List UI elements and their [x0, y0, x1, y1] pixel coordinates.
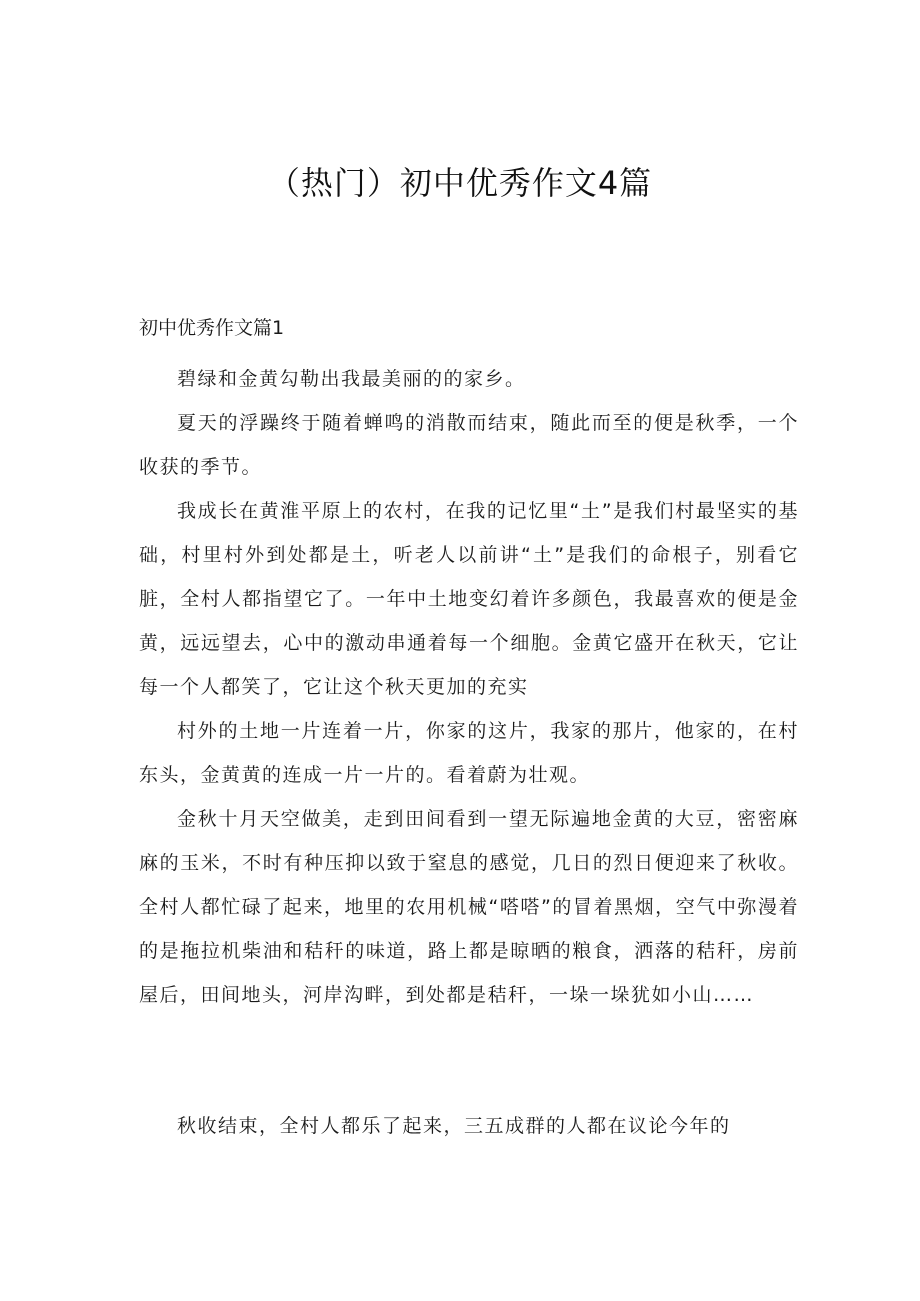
paragraph: 碧绿和金黄勾勒出我最美丽的的家乡。: [177, 368, 526, 390]
paragraph: 村外的土地一片连着一片，你家的这片，我家的那片，他家的，在村东头，金黄黄的连成一片一片的。看着蔚为壮观。: [139, 720, 799, 786]
document-title: （热门）初中优秀作文4篇: [267, 164, 653, 202]
paragraph-block-1: [139, 357, 799, 1017]
paragraph: 夏天的浮躁终于随着蝉鸣的消散而结束，随此而至的便是秋季，一个收获的季节。: [139, 412, 799, 478]
paragraph: 金秋十月天空做美，走到田间看到一望无际遍地金黄的大豆，密密麻麻的玉米，不时有种压抑以致于窒息的感觉，几日的烈日便迎来了秋收。全村人都忙碌了起来，地里的农用机械“嗒嗒”的冒着黑烟，空气中弥漫着的是拖拉机柴油和秸秆的味道，路上都是晾晒的粮食，洒落的秸秆，房前屋后，田间地头，河岸沟畔，到处都是秸秆，一垛一垛犹如小山……: [139, 808, 799, 1006]
paragraph-block-2: [139, 1104, 799, 1148]
paragraph: 秋收结束，全村人都乐了起来，三五成群的人都在议论今年的: [177, 1115, 731, 1137]
paragraph: 我成长在黄淮平原上的农村，在我的记忆里“土”是我们村最坚实的基础，村里村外到处都是土，听老人以前讲“土”是我们的命根子，别看它脏，全村人都指望它了。一年中土地变幻着许多颜色，我最喜欢的便是金黄，远远望去，心中的激动串通着每一个细胞。金黄它盛开在秋天，它让每一个人都笑了，它让这个秋天更加的充实: [139, 500, 799, 698]
section-heading: 初中优秀作文篇1: [139, 317, 285, 339]
